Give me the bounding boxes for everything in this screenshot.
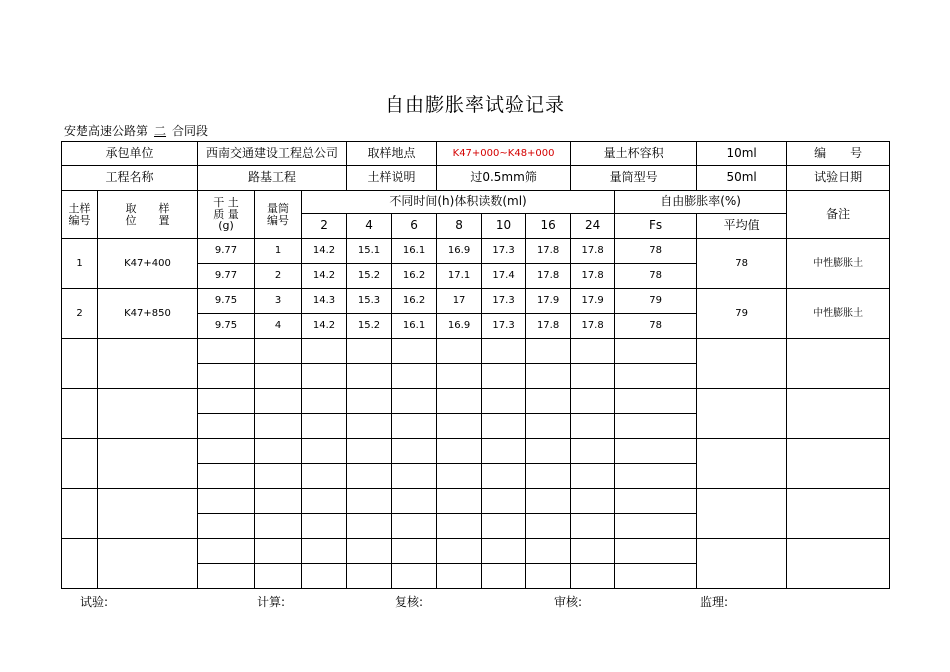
mass-header-line2: 质 量 [213, 207, 239, 221]
empty-cell [255, 489, 302, 514]
empty-row [62, 489, 890, 514]
empty-cell [302, 439, 347, 464]
location-header-line1: 取 样 [125, 201, 170, 215]
empty-cell [615, 539, 697, 564]
empty-cell [98, 339, 198, 389]
dry-mass-cell: 9.75 [198, 289, 255, 314]
info-row-1 [62, 142, 890, 166]
empty-cell [615, 464, 697, 489]
empty-row [62, 439, 890, 464]
empty-cell [198, 514, 255, 539]
footer-test: 试验: [80, 595, 109, 609]
empty-cell [255, 464, 302, 489]
empty-cell [255, 389, 302, 414]
empty-cell [437, 339, 482, 364]
empty-cell [347, 464, 392, 489]
empty-cell [615, 414, 697, 439]
reading-cell: 17.1 [437, 264, 482, 289]
empty-cell [62, 439, 98, 489]
remark-header: 备注 [787, 191, 890, 239]
reading-cell: 17.9 [571, 289, 615, 314]
empty-cell [437, 414, 482, 439]
signature-footer [0, 593, 950, 609]
avg-header: 平均值 [697, 214, 787, 239]
empty-cell [526, 364, 571, 389]
empty-cell [347, 439, 392, 464]
empty-cell [526, 539, 571, 564]
cylinder-no-cell: 1 [255, 239, 302, 264]
mass-header [198, 191, 255, 239]
location-value: K47+000~K48+000 [437, 142, 571, 166]
reading-cell: 16.9 [437, 314, 482, 339]
sample-no-cell: 2 [62, 289, 98, 339]
project-suffix: 合同段 [172, 124, 209, 138]
reading-cell: 17.8 [526, 314, 571, 339]
empty-cell [347, 389, 392, 414]
footer-review: 审核: [554, 595, 583, 609]
reading-cell: 15.2 [347, 314, 392, 339]
empty-cell [302, 389, 347, 414]
hour-header: 16 [526, 214, 571, 239]
empty-cell [615, 439, 697, 464]
empty-cell [437, 489, 482, 514]
empty-cell [62, 339, 98, 389]
reading-cell: 14.2 [302, 239, 347, 264]
reading-cell: 17.3 [482, 289, 526, 314]
reading-cell: 15.2 [347, 264, 392, 289]
empty-cell [198, 439, 255, 464]
empty-cell [615, 389, 697, 414]
empty-cell [302, 414, 347, 439]
empty-cell [571, 514, 615, 539]
empty-cell [392, 464, 437, 489]
empty-cell [571, 389, 615, 414]
empty-cell [392, 414, 437, 439]
info-row-2 [62, 166, 890, 191]
table-row [62, 289, 890, 314]
rate-header: 自由膨胀率(%) [615, 191, 787, 214]
reading-cell: 17.3 [482, 239, 526, 264]
empty-row [62, 539, 890, 564]
empty-cell [697, 439, 787, 489]
reading-cell: 14.2 [302, 264, 347, 289]
sample-no-header-line1: 土样 [68, 201, 91, 215]
location-label: 取样地点 [347, 142, 437, 166]
empty-cell [347, 364, 392, 389]
cylinder-header-line1: 量筒 [267, 201, 290, 215]
reading-cell: 14.2 [302, 314, 347, 339]
empty-cell [787, 539, 890, 589]
avg-cell: 78 [697, 239, 787, 289]
empty-cell [571, 489, 615, 514]
footer-calc: 计算: [257, 595, 286, 609]
empty-cell [255, 414, 302, 439]
empty-cell [787, 389, 890, 439]
cylinder-no-cell: 3 [255, 289, 302, 314]
empty-cell [482, 464, 526, 489]
empty-cell [571, 539, 615, 564]
empty-cell [302, 514, 347, 539]
record-table [61, 141, 890, 589]
empty-cell [615, 564, 697, 589]
page-title: 自由膨胀率试验记录 [384, 94, 565, 116]
empty-cell [437, 464, 482, 489]
reading-cell: 17.8 [526, 264, 571, 289]
empty-cell [62, 539, 98, 589]
empty-cell [302, 339, 347, 364]
sample-no-header-line2: 编号 [68, 213, 91, 227]
empty-cell [62, 489, 98, 539]
reading-cell: 17.4 [482, 264, 526, 289]
empty-cell [302, 489, 347, 514]
empty-cell [392, 489, 437, 514]
empty-cell [198, 414, 255, 439]
empty-cell [615, 364, 697, 389]
empty-cell [787, 339, 890, 389]
empty-cell [787, 489, 890, 539]
empty-cell [571, 439, 615, 464]
empty-cell [482, 439, 526, 464]
empty-cell [98, 439, 198, 489]
mass-header-line1: 干 土 [213, 196, 239, 210]
empty-cell [255, 539, 302, 564]
empty-cell [392, 364, 437, 389]
cylinder-label: 量筒型号 [571, 166, 697, 191]
empty-cell [615, 339, 697, 364]
fs-header: Fs [615, 214, 697, 239]
reading-cell: 17.8 [571, 239, 615, 264]
project-name-value: 路基工程 [198, 166, 347, 191]
empty-cell [482, 339, 526, 364]
sample-location-cell: K47+850 [98, 289, 198, 339]
sample-no-header [62, 191, 98, 239]
remark-cell: 中性膨胀土 [787, 239, 890, 289]
empty-cell [615, 489, 697, 514]
empty-cell [302, 464, 347, 489]
empty-cell [526, 464, 571, 489]
empty-cell [98, 389, 198, 439]
cylinder-no-cell: 2 [255, 264, 302, 289]
hour-header: 4 [347, 214, 392, 239]
hour-header: 8 [437, 214, 482, 239]
reading-cell: 16.9 [437, 239, 482, 264]
sample-location-cell: K47+400 [98, 239, 198, 289]
empty-cell [198, 339, 255, 364]
dry-mass-cell: 9.77 [198, 239, 255, 264]
empty-cell [392, 339, 437, 364]
empty-cell [198, 539, 255, 564]
project-line [64, 122, 208, 139]
empty-cell [255, 439, 302, 464]
reading-cell: 17.3 [482, 314, 526, 339]
empty-cell [526, 489, 571, 514]
empty-cell [302, 539, 347, 564]
reading-cell: 17 [437, 289, 482, 314]
cylinder-value: 50ml [697, 166, 787, 191]
reading-cell: 17.8 [526, 239, 571, 264]
empty-cell [255, 564, 302, 589]
reading-cell: 17.8 [571, 314, 615, 339]
sample-no-cell: 1 [62, 239, 98, 289]
hour-header: 24 [571, 214, 615, 239]
empty-cell [347, 564, 392, 589]
empty-cell [198, 464, 255, 489]
empty-cell [482, 489, 526, 514]
empty-row [62, 339, 890, 364]
empty-cell [571, 464, 615, 489]
project-prefix: 安楚高速公路第 [64, 124, 149, 138]
hour-header: 10 [482, 214, 526, 239]
reading-cell: 14.3 [302, 289, 347, 314]
empty-cell [198, 364, 255, 389]
readings-header: 不同时间(h)体积读数(ml) [302, 191, 615, 214]
empty-cell [392, 389, 437, 414]
empty-cell [526, 514, 571, 539]
empty-cell [526, 564, 571, 589]
fs-cell: 79 [615, 289, 697, 314]
empty-cell [482, 414, 526, 439]
empty-row [62, 389, 890, 414]
cup-label: 量土杯容积 [571, 142, 697, 166]
reading-cell: 15.3 [347, 289, 392, 314]
remark-cell: 中性膨胀土 [787, 289, 890, 339]
empty-cell [62, 389, 98, 439]
empty-cell [697, 489, 787, 539]
empty-cell [526, 389, 571, 414]
contractor-value: 西南交通建设工程总公司 [198, 142, 347, 166]
date-label: 试验日期 [787, 166, 890, 191]
reading-cell: 15.1 [347, 239, 392, 264]
empty-cell [198, 564, 255, 589]
empty-cell [526, 339, 571, 364]
empty-cell [255, 514, 302, 539]
mass-header-line3: (g) [218, 219, 234, 233]
empty-cell [787, 439, 890, 489]
reading-cell: 16.2 [392, 264, 437, 289]
empty-cell [571, 414, 615, 439]
empty-cell [347, 514, 392, 539]
reading-cell: 16.1 [392, 314, 437, 339]
empty-cell [255, 364, 302, 389]
empty-cell [571, 339, 615, 364]
empty-cell [526, 439, 571, 464]
empty-cell [302, 564, 347, 589]
empty-cell [392, 564, 437, 589]
project-section: 二 [154, 124, 167, 138]
empty-cell [98, 489, 198, 539]
empty-cell [347, 414, 392, 439]
cylinder-header-line2: 编号 [267, 213, 290, 227]
empty-cell [482, 364, 526, 389]
empty-cell [302, 364, 347, 389]
hour-header: 6 [392, 214, 437, 239]
empty-cell [437, 564, 482, 589]
empty-cell [392, 514, 437, 539]
empty-cell [437, 539, 482, 564]
empty-cell [347, 339, 392, 364]
fs-cell: 78 [615, 264, 697, 289]
table-row [62, 239, 890, 264]
empty-cell [615, 514, 697, 539]
reading-cell: 17.9 [526, 289, 571, 314]
soil-label: 土样说明 [347, 166, 437, 191]
fs-cell: 78 [615, 239, 697, 264]
soil-value: 过0.5mm筛 [437, 166, 571, 191]
empty-cell [697, 539, 787, 589]
footer-supervise: 监理: [700, 595, 729, 609]
empty-cell [437, 514, 482, 539]
cylinder-no-cell: 4 [255, 314, 302, 339]
reading-cell: 16.2 [392, 289, 437, 314]
empty-cell [437, 439, 482, 464]
empty-cell [392, 539, 437, 564]
footer-recheck: 复核: [395, 595, 424, 609]
empty-cell [697, 339, 787, 389]
empty-cell [482, 564, 526, 589]
avg-cell: 79 [697, 289, 787, 339]
empty-cell [347, 489, 392, 514]
empty-cell [98, 539, 198, 589]
empty-cell [482, 389, 526, 414]
header-row-1 [62, 191, 890, 214]
empty-cell [437, 389, 482, 414]
empty-cell [198, 489, 255, 514]
empty-cell [198, 389, 255, 414]
empty-cell [392, 439, 437, 464]
dry-mass-cell: 9.77 [198, 264, 255, 289]
contractor-label: 承包单位 [62, 142, 198, 166]
cup-value: 10ml [697, 142, 787, 166]
empty-cell [526, 414, 571, 439]
empty-cell [571, 364, 615, 389]
hour-header: 2 [302, 214, 347, 239]
empty-cell [347, 539, 392, 564]
fs-cell: 78 [615, 314, 697, 339]
location-header-line2: 位 置 [125, 213, 170, 227]
reading-cell: 17.8 [571, 264, 615, 289]
number-label: 编 号 [787, 142, 890, 166]
empty-cell [697, 389, 787, 439]
empty-cell [255, 339, 302, 364]
empty-cell [571, 564, 615, 589]
empty-cell [482, 539, 526, 564]
dry-mass-cell: 9.75 [198, 314, 255, 339]
cylinder-header [255, 191, 302, 239]
location-header [98, 191, 198, 239]
empty-cell [437, 364, 482, 389]
reading-cell: 16.1 [392, 239, 437, 264]
empty-cell [482, 514, 526, 539]
project-name-label: 工程名称 [62, 166, 198, 191]
